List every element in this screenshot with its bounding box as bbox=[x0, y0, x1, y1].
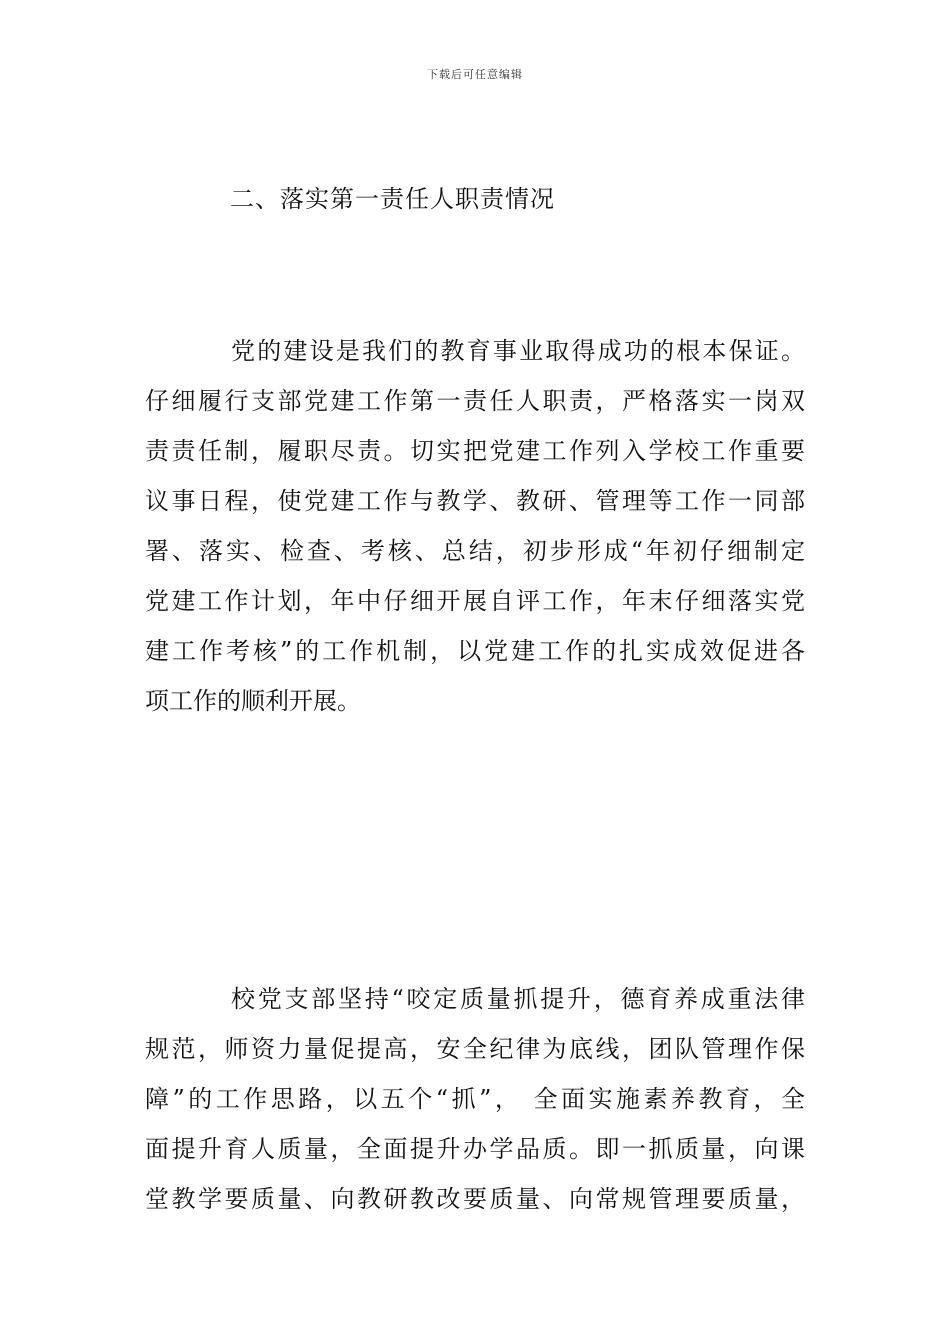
paragraph-line: 规范，师资力量促提高，安全纪律为底线，团队管理作保 bbox=[145, 1035, 805, 1063]
paragraph-line: 校党支部坚持“咬定质量抓提升，德育养成重法律 bbox=[231, 985, 805, 1013]
paragraph-line: 党建工作计划，年中仔细开展自评工作，年末仔细落实党 bbox=[145, 587, 805, 615]
paragraph-line: 堂教学要质量、向教研教改要质量、向常规管理要质量， bbox=[145, 1185, 805, 1213]
paragraph-party-building bbox=[145, 326, 805, 726]
paragraph-work-approach bbox=[145, 974, 805, 1224]
paragraph-line: 党的建设是我们的教育事业取得成功的根本保证。 bbox=[231, 337, 805, 365]
paragraph-line: 署、落实、检查、考核、总结，初步形成“年初仔细制定 bbox=[145, 537, 805, 565]
header-note: 下载后可任意编辑 bbox=[427, 68, 523, 81]
paragraph-line: 仔细履行支部党建工作第一责任人职责，严格落实一岗双 bbox=[145, 387, 805, 415]
paragraph-line: 面提升育人质量，全面提升办学品质。即一抓质量，向课 bbox=[145, 1135, 805, 1163]
paragraph-line: 建工作考核”的工作机制，以党建工作的扎实成效促进各 bbox=[145, 637, 805, 665]
section-heading: 二、落实第一责任人职责情况 bbox=[230, 185, 555, 213]
paragraph-line: 项工作的顺利开展。 bbox=[145, 687, 361, 715]
paragraph-line: 议事日程，使党建工作与教学、教研、管理等工作一同部 bbox=[145, 487, 805, 515]
paragraph-line: 障”的工作思路，以五个“抓”， 全面实施素养教育，全 bbox=[145, 1085, 805, 1113]
paragraph-line: 责责任制，履职尽责。切实把党建工作列入学校工作重要 bbox=[145, 437, 805, 465]
